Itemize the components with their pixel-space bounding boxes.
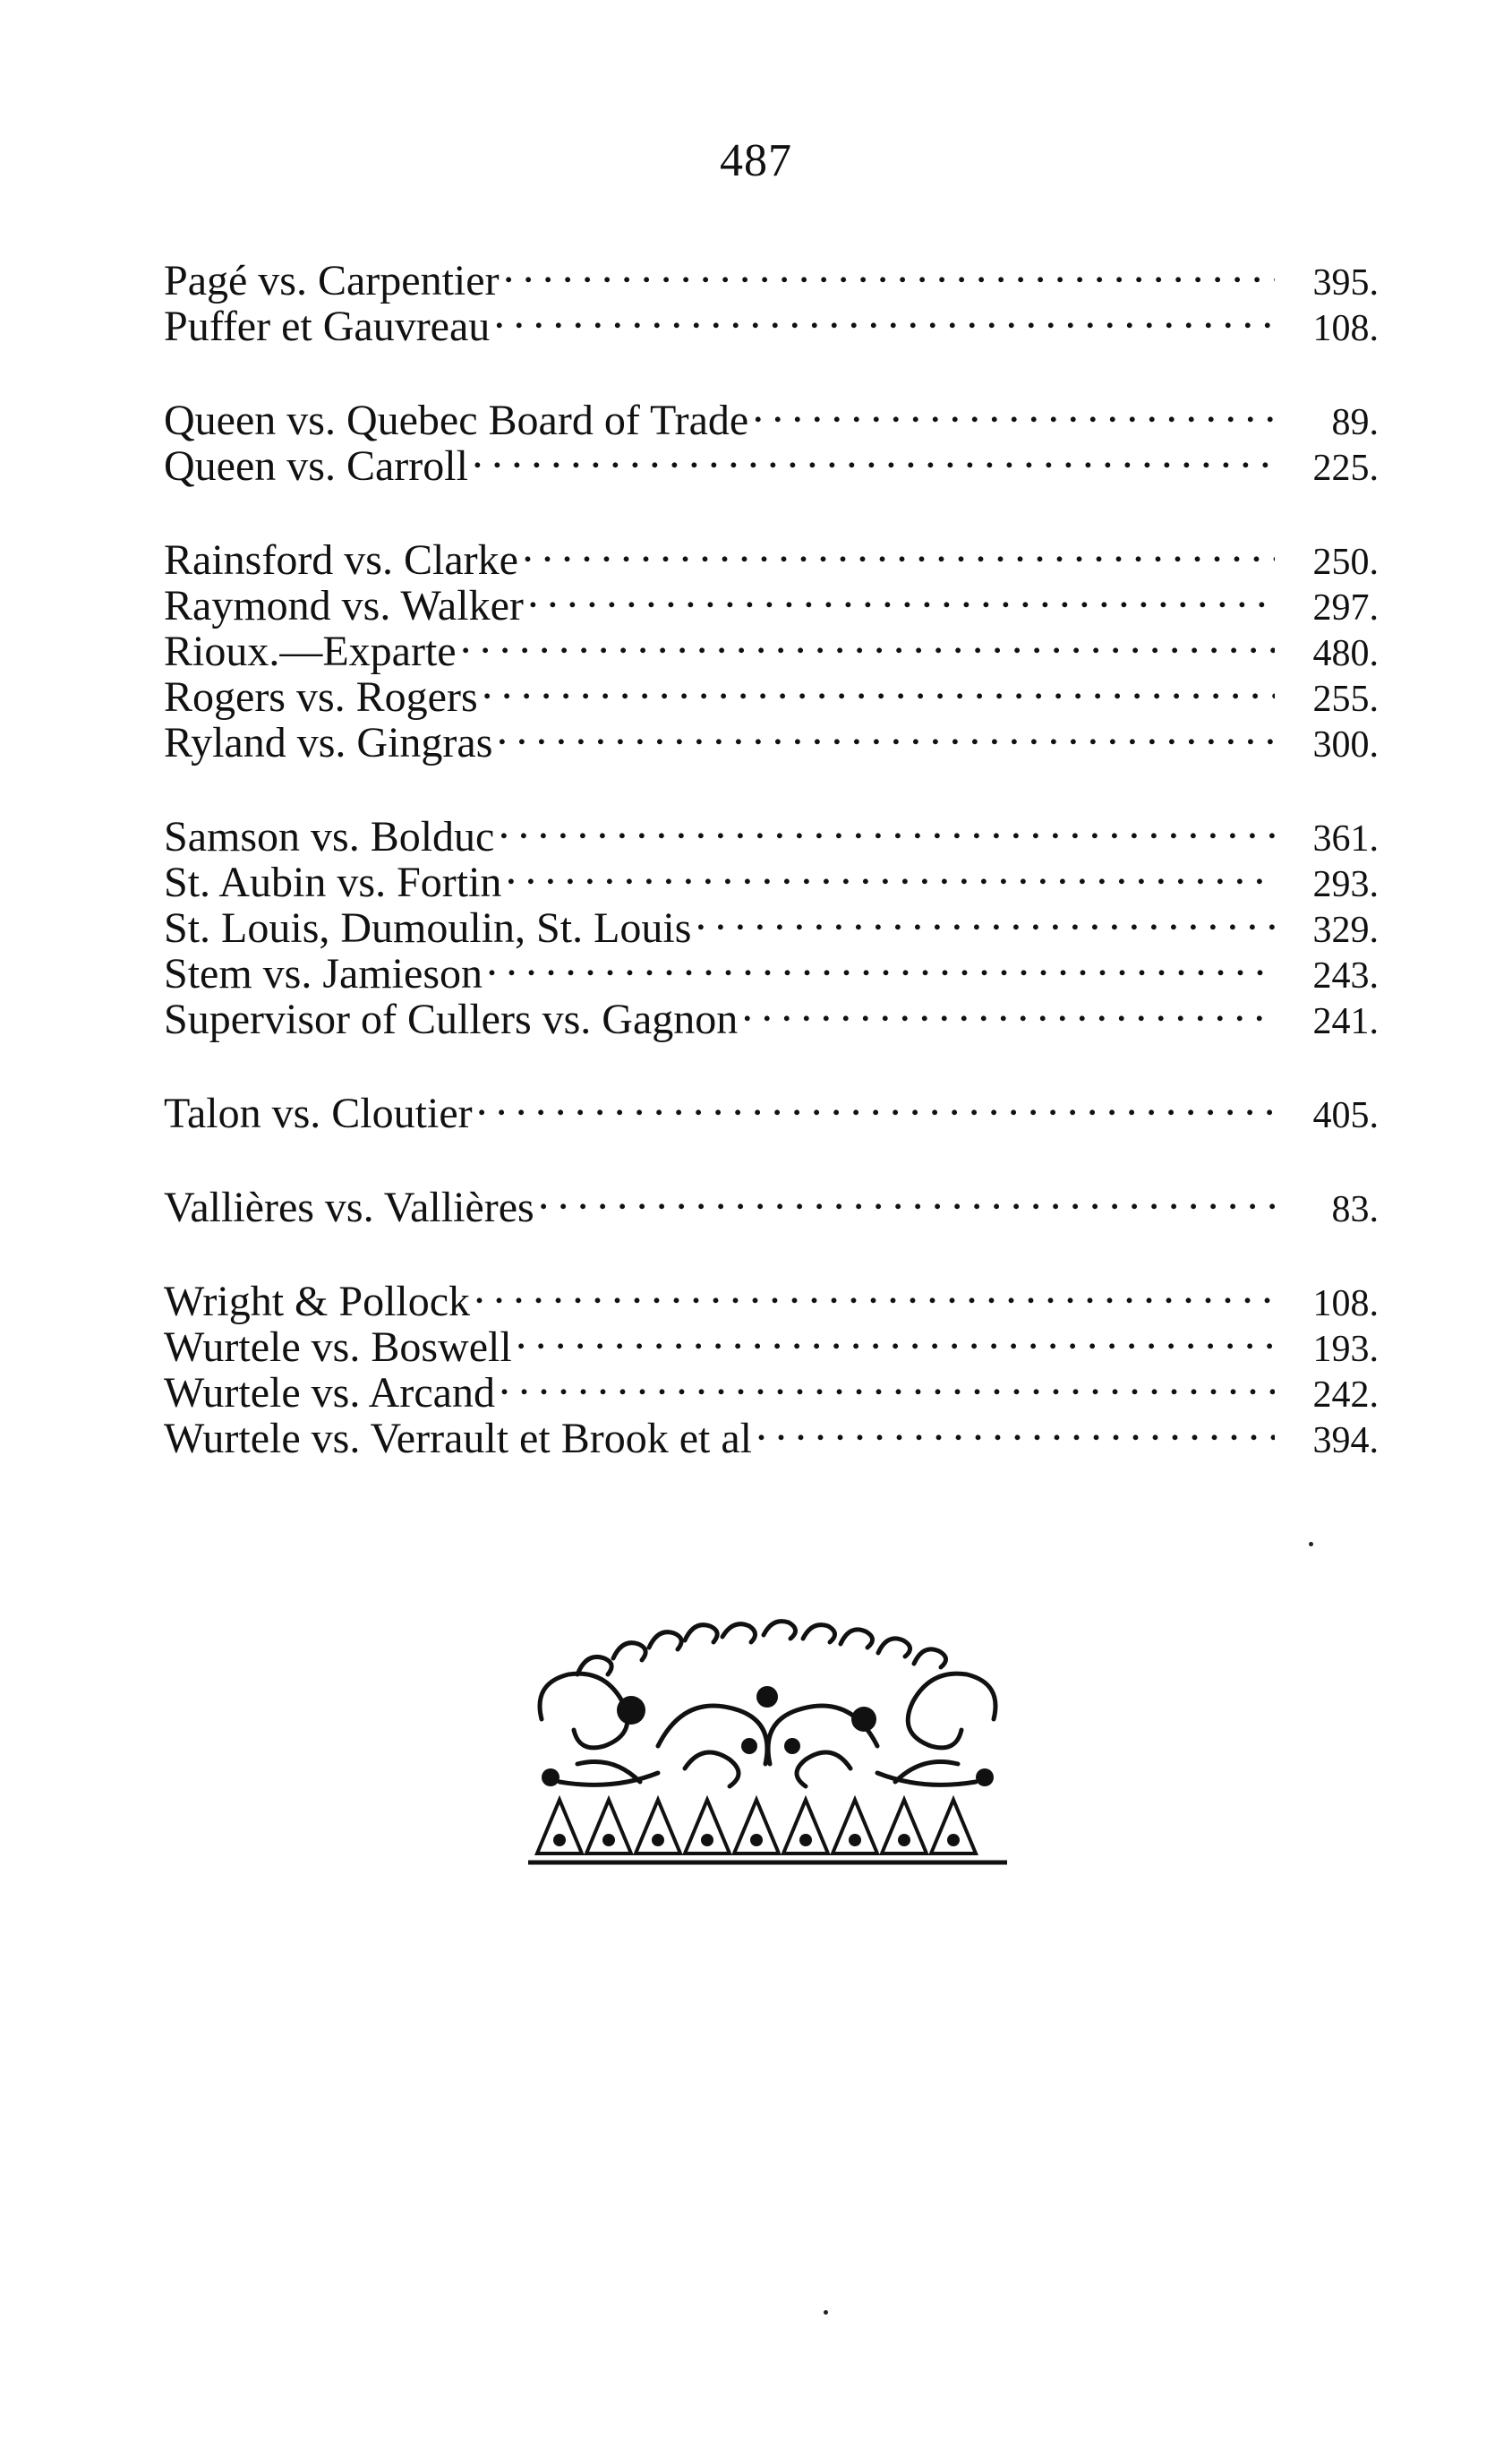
page-reference: 89.	[1331, 402, 1379, 443]
dot-leader	[498, 711, 1275, 757]
page-reference: 83.	[1331, 1189, 1379, 1230]
case-name: Rogers vs. Rogers	[164, 673, 478, 721]
index-group-p	[164, 249, 1379, 350]
page-reference: 297.	[1312, 587, 1379, 629]
page-reference: 241.	[1312, 1001, 1379, 1042]
case-name: Rioux.—Exparte	[164, 628, 457, 675]
index-group-v	[164, 1176, 1379, 1231]
case-name: Supervisor of Cullers vs. Gagnon	[164, 996, 739, 1043]
page-reference: 361.	[1312, 818, 1379, 860]
dot-leader	[462, 620, 1275, 665]
page-number: 487	[720, 135, 792, 186]
dot-leader	[495, 295, 1275, 340]
case-name: Pagé vs. Carpentier	[164, 257, 500, 304]
page-reference: 243.	[1312, 955, 1379, 997]
dot-leader	[474, 434, 1275, 480]
page-reference: 395.	[1312, 262, 1379, 304]
page-reference: 250.	[1312, 542, 1379, 583]
decorative-tailpiece-icon	[524, 1612, 1012, 1871]
page-reference: 193.	[1312, 1329, 1379, 1370]
page-reference: 480.	[1312, 633, 1379, 674]
page-reference: 108.	[1312, 1283, 1379, 1324]
dot-leader	[500, 805, 1275, 851]
page-reference: 225.	[1312, 448, 1379, 489]
dot-leader	[696, 896, 1275, 942]
case-name: Wurtele vs. Arcand	[164, 1369, 495, 1417]
index-group-s	[164, 805, 1379, 1043]
case-name: St. Aubin vs. Fortin	[164, 859, 502, 906]
dot-leader	[505, 249, 1275, 295]
print-speck	[1309, 1542, 1313, 1546]
page-reference: 255.	[1312, 679, 1379, 720]
page-reference: 242.	[1312, 1374, 1379, 1416]
page-reference: 394.	[1312, 1420, 1379, 1461]
case-name: Raymond vs. Walker	[164, 582, 524, 629]
index-entry	[164, 1082, 1379, 1137]
dot-leader	[540, 1176, 1275, 1221]
case-name: Queen vs. Carroll	[164, 442, 468, 490]
page-reference: 300.	[1312, 724, 1379, 766]
dot-leader	[483, 665, 1275, 711]
case-name: Queen vs. Quebec Board of Trade	[164, 397, 749, 444]
dot-leader	[757, 1407, 1275, 1452]
index-entry	[164, 528, 1379, 584]
page-reference: 108.	[1312, 308, 1379, 349]
dot-leader	[488, 942, 1275, 988]
case-name: St. Louis, Dumoulin, St. Louis	[164, 904, 692, 952]
index-group-r	[164, 528, 1379, 766]
case-name: Rainsford vs. Clarke	[164, 536, 518, 584]
index-entry	[164, 805, 1379, 860]
case-name: Wurtele vs. Boswell	[164, 1323, 512, 1371]
page-reference: 329.	[1312, 910, 1379, 951]
case-name: Ryland vs. Gingras	[164, 719, 493, 766]
dot-leader	[529, 574, 1275, 620]
case-index	[164, 249, 1379, 1501]
page-reference: 293.	[1312, 864, 1379, 905]
dot-leader	[475, 1270, 1275, 1315]
dot-leader	[524, 528, 1275, 574]
case-name: Wright & Pollock	[164, 1278, 471, 1325]
index-entry	[164, 1270, 1379, 1325]
case-name: Wurtele vs. Verrault et Brook et al	[164, 1415, 752, 1462]
dot-leader	[478, 1082, 1275, 1127]
case-name: Puffer et Gauvreau	[164, 303, 491, 350]
index-group-q	[164, 389, 1379, 490]
case-name: Talon vs. Cloutier	[164, 1090, 473, 1137]
dot-leader	[754, 389, 1275, 434]
index-group-w	[164, 1270, 1379, 1462]
dot-leader	[507, 851, 1275, 896]
index-entry	[164, 249, 1379, 304]
case-name: Stem vs. Jamieson	[164, 950, 483, 997]
dot-leader	[500, 1361, 1275, 1407]
page-reference: 405.	[1312, 1095, 1379, 1136]
dot-leader	[517, 1315, 1275, 1361]
case-name: Vallières vs. Vallières	[164, 1184, 534, 1231]
index-entry	[164, 389, 1379, 444]
case-name: Samson vs. Bolduc	[164, 813, 495, 860]
index-entry	[164, 1176, 1379, 1231]
dot-leader	[743, 988, 1275, 1033]
print-speck	[824, 2310, 828, 2315]
index-group-t	[164, 1082, 1379, 1137]
